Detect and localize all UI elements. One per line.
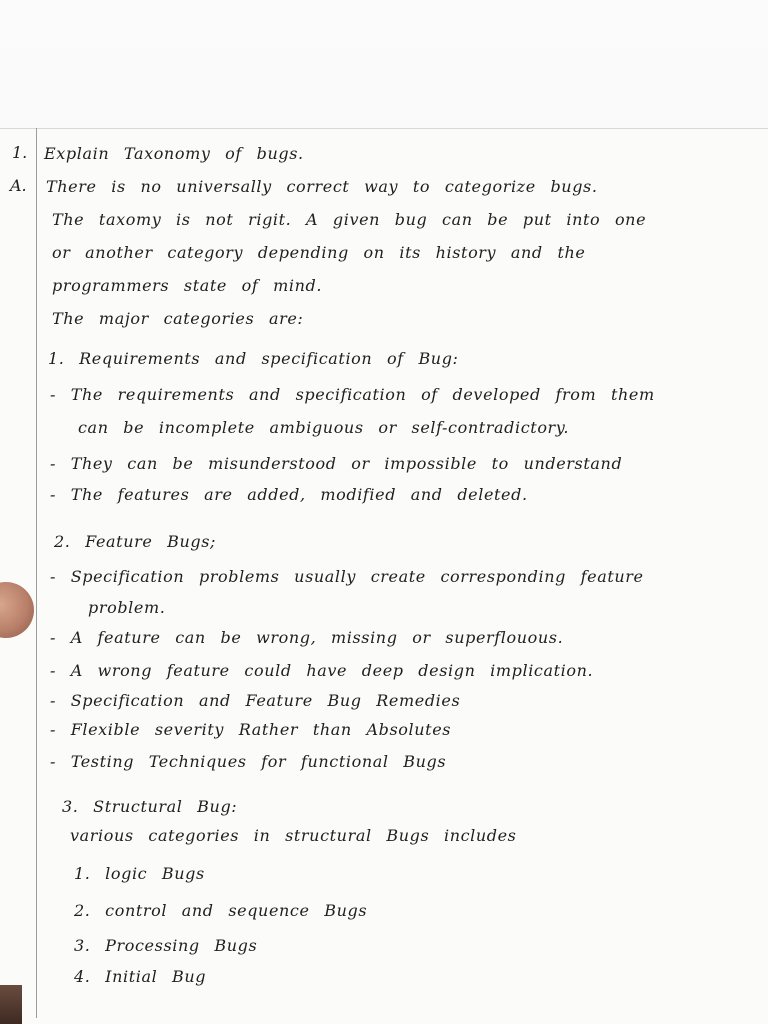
- list-item: 2. control and sequence Bugs: [74, 901, 368, 920]
- bullet-line: - A feature can be wrong, missing or superflouous.: [50, 628, 564, 647]
- bullet-line: - The features are added, modified and deleted.: [50, 485, 528, 504]
- bullet-line: - Flexible severity Rather than Absolutes: [50, 720, 452, 739]
- bullet-line: - The requirements and specification of developed from them: [50, 385, 655, 404]
- section-heading: 2. Feature Bugs;: [54, 532, 217, 551]
- section-heading: 3. Structural Bug:: [62, 797, 238, 816]
- list-item: 3. Processing Bugs: [74, 936, 258, 955]
- section-heading: 1. Requirements and specification of Bug:: [48, 349, 459, 368]
- list-item: 1. logic Bugs: [74, 864, 205, 883]
- answer-line: The taxomy is not rigit. A given bug can be put into one: [52, 210, 647, 229]
- body-line: various categories in structural Bugs includes: [70, 826, 517, 845]
- list-item: 4. Initial Bug: [74, 967, 207, 986]
- bullet-line: - Testing Techniques for functional Bugs: [50, 752, 447, 771]
- bullet-line: problem.: [88, 598, 166, 617]
- answer-line: There is no universally correct way to categorize bugs.: [46, 177, 598, 196]
- bullet-line: - Specification and Feature Bug Remedies: [50, 691, 461, 710]
- answer-label: A.: [10, 176, 27, 195]
- desk-corner: [0, 985, 22, 1024]
- answer-line: or another category depending on its history and the: [52, 243, 586, 262]
- bullet-line: - Specification problems usually create corresponding feature: [50, 567, 644, 586]
- margin-line: [36, 128, 37, 1018]
- question-number: 1.: [12, 143, 28, 162]
- bullet-line: - They can be misunderstood or impossible to understand: [50, 454, 623, 473]
- answer-line: The major categories are:: [52, 309, 304, 328]
- answer-line: programmers state of mind.: [52, 276, 323, 295]
- question-text: Explain Taxonomy of bugs.: [44, 144, 304, 163]
- bullet-line: - A wrong feature could have deep design implication.: [50, 661, 594, 680]
- bullet-line: can be incomplete ambiguous or self-contradictory.: [78, 418, 570, 437]
